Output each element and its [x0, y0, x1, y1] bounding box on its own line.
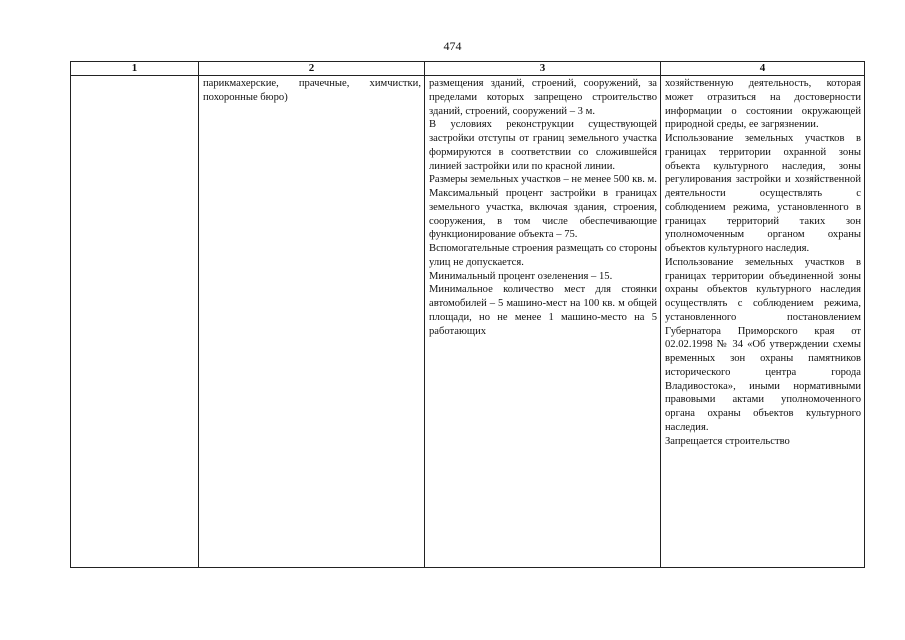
cell-paragraph: парикмахерские, прачечные, химчистки, похоронные бюро): [203, 78, 421, 103]
page-number: 474: [443, 39, 462, 53]
table-row: [71, 76, 865, 568]
regulations-table: [70, 61, 865, 568]
cell-paragraph: Размеры земельных участков – не менее 500 кв. м.: [429, 174, 657, 186]
cell-paragraph: Запрещается строительство: [665, 435, 790, 447]
cell-paragraph: Максимальный процент застройки в границах земельного участка, включая здания, строения, сооружения, в том числе обеспечивающие функционирование объекта – 75.: [429, 188, 657, 241]
cell-paragraph: хозяйственную деятельность, которая может отразиться на достоверности информации о состоянии окружающей природной среды, ее загрязнении.: [665, 78, 861, 131]
column-header-2: 2: [199, 62, 425, 76]
column-header-4: 4: [661, 62, 865, 76]
cell-paragraph: В условиях реконструкции существующей застройки отступы от границ земельного участка формируются в соответствии со сложившейся линией застройки или по красной линии.: [429, 119, 657, 172]
cell-paragraph: Вспомогательные строения размещать со стороны улиц не допускается.: [429, 243, 657, 268]
cell-paragraph: Минимальное количество мест для стоянки автомобилей – 5 машино-мест на 100 кв. м общей площади, но не менее 1 машино-место на 5 работающих: [429, 284, 657, 337]
cell-col-3: [425, 76, 661, 568]
cell-col-4: [661, 76, 865, 568]
table-header-row: [71, 62, 865, 76]
cell-paragraph: размещения зданий, строений, сооружений, за пределами которых запрещено строительство зданий, строений, сооружений – 3 м.: [429, 78, 657, 117]
cell-paragraph: Использование земельных участков в границах территории охранной зоны объекта культурного наследия, зоны регулирования застройки и хозяйственной деятельности осуществлять с соблюдением режима, установленного в границах территорий таких зон уполномоченным органом охраны объектов культурного наследия.: [665, 133, 861, 254]
column-header-1: 1: [71, 62, 199, 76]
cell-col-2: [199, 76, 425, 568]
cell-col-1: [71, 76, 199, 568]
cell-paragraph: Минимальный процент озеленения – 15.: [429, 270, 613, 282]
column-header-3: 3: [425, 62, 661, 76]
cell-paragraph: Использование земельных участков в границах территории объединенной зоны охраны объектов культурного наследия осуществлять с соблюдением режима, установленного постановлением Губернатора Приморского края от 02.02.1998 № 34 «Об утверждении схемы временных зон охраны памятников исторического центра города Владивостока», иными нормативными правовыми актами уполномоченного органа охраны объектов культурного наследия.: [665, 256, 861, 433]
